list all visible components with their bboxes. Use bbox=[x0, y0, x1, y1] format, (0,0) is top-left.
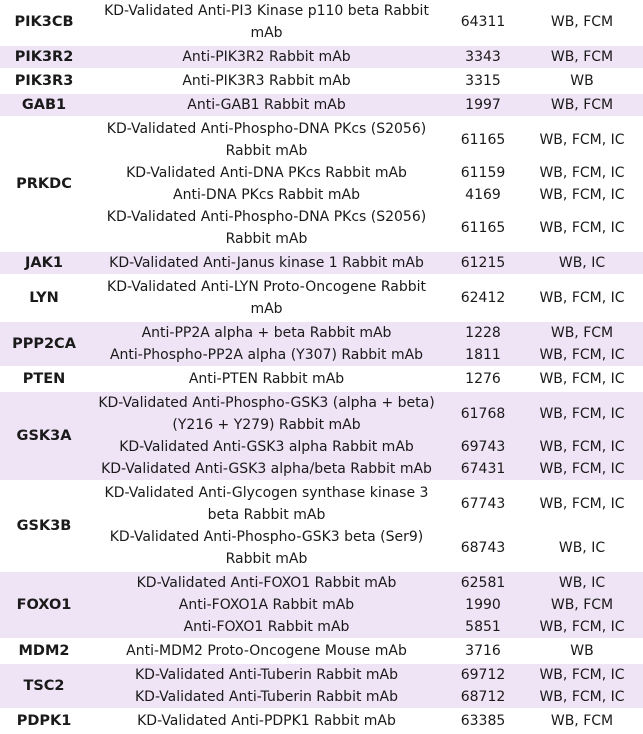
gene-group-mdm2 bbox=[0, 639, 643, 663]
catalog-number: 1997 bbox=[445, 93, 521, 117]
product-name: KD-Validated Anti-Phospho-DNA PKcs (S2056) Rabbit mAb bbox=[88, 117, 445, 162]
applications: WB, IC bbox=[521, 251, 643, 275]
gene-group-tsc2 bbox=[0, 663, 643, 709]
catalog-number: 61768 bbox=[445, 391, 521, 436]
table-row bbox=[0, 367, 643, 391]
applications: WB, FCM, IC bbox=[521, 367, 643, 391]
product-name: Anti-FOXO1 Rabbit mAb bbox=[88, 616, 445, 639]
gene-name: GSK3A bbox=[0, 391, 88, 481]
table-row bbox=[0, 275, 643, 321]
applications: WB, FCM bbox=[521, 0, 643, 45]
catalog-number: 63385 bbox=[445, 709, 521, 733]
gene-name: GSK3B bbox=[0, 481, 88, 571]
product-name: KD-Validated Anti-GSK3 alpha Rabbit mAb bbox=[88, 436, 445, 458]
table-row bbox=[0, 69, 643, 93]
product-name: Anti-PP2A alpha + beta Rabbit mAb bbox=[88, 321, 445, 344]
product-name: KD-Validated Anti-Glycogen synthase kinase 3 beta Rabbit mAb bbox=[88, 481, 445, 526]
table-row bbox=[0, 663, 643, 686]
product-name: Anti-DNA PKcs Rabbit mAb bbox=[88, 184, 445, 206]
table-row bbox=[0, 436, 643, 458]
table-row bbox=[0, 686, 643, 709]
catalog-number: 67431 bbox=[445, 458, 521, 481]
table-row bbox=[0, 117, 643, 162]
gene-name: MDM2 bbox=[0, 639, 88, 663]
table-row bbox=[0, 709, 643, 733]
applications: WB, FCM, IC bbox=[521, 663, 643, 686]
gene-name: LYN bbox=[0, 275, 88, 321]
applications: WB, FCM, IC bbox=[521, 206, 643, 251]
catalog-number: 3343 bbox=[445, 45, 521, 69]
gene-name: JAK1 bbox=[0, 251, 88, 275]
catalog-number: 68743 bbox=[445, 526, 521, 571]
applications: WB bbox=[521, 639, 643, 663]
product-name: Anti-MDM2 Proto-Oncogene Mouse mAb bbox=[88, 639, 445, 663]
gene-group-foxo1 bbox=[0, 571, 643, 639]
applications: WB, FCM, IC bbox=[521, 391, 643, 436]
table-row bbox=[0, 594, 643, 616]
product-name: KD-Validated Anti-GSK3 alpha/beta Rabbit mAb bbox=[88, 458, 445, 481]
gene-name: PDPK1 bbox=[0, 709, 88, 733]
table-row bbox=[0, 458, 643, 481]
gene-name: PIK3R3 bbox=[0, 69, 88, 93]
gene-group-lyn bbox=[0, 275, 643, 321]
catalog-number: 4169 bbox=[445, 184, 521, 206]
table-row bbox=[0, 526, 643, 571]
gene-name: FOXO1 bbox=[0, 571, 88, 639]
applications: WB, FCM, IC bbox=[521, 458, 643, 481]
catalog-number: 61165 bbox=[445, 117, 521, 162]
table-row bbox=[0, 571, 643, 594]
table-row bbox=[0, 162, 643, 184]
gene-group-prkdc bbox=[0, 117, 643, 251]
applications: WB, FCM, IC bbox=[521, 344, 643, 367]
applications: WB, IC bbox=[521, 526, 643, 571]
gene-name: PIK3R2 bbox=[0, 45, 88, 69]
catalog-number: 61165 bbox=[445, 206, 521, 251]
applications: WB, FCM bbox=[521, 45, 643, 69]
applications: WB, FCM, IC bbox=[521, 481, 643, 526]
gene-group-gsk3a bbox=[0, 391, 643, 481]
gene-name: PRKDC bbox=[0, 117, 88, 251]
product-name: KD-Validated Anti-Phospho-DNA PKcs (S2056) Rabbit mAb bbox=[88, 206, 445, 251]
catalog-number: 61215 bbox=[445, 251, 521, 275]
gene-group-pik3cb bbox=[0, 0, 643, 45]
table-row bbox=[0, 0, 643, 45]
product-name: KD-Validated Anti-Tuberin Rabbit mAb bbox=[88, 663, 445, 686]
catalog-number: 68712 bbox=[445, 686, 521, 709]
product-name: Anti-PIK3R2 Rabbit mAb bbox=[88, 45, 445, 69]
applications: WB, FCM bbox=[521, 709, 643, 733]
catalog-number: 62581 bbox=[445, 571, 521, 594]
catalog-number: 62412 bbox=[445, 275, 521, 321]
table-row bbox=[0, 391, 643, 436]
table-row bbox=[0, 206, 643, 251]
gene-group-gab1 bbox=[0, 93, 643, 117]
applications: WB, FCM, IC bbox=[521, 184, 643, 206]
gene-group-gsk3b bbox=[0, 481, 643, 571]
applications: WB, FCM bbox=[521, 594, 643, 616]
catalog-number: 67743 bbox=[445, 481, 521, 526]
product-name: KD-Validated Anti-DNA PKcs Rabbit mAb bbox=[88, 162, 445, 184]
product-name: KD-Validated Anti-Phospho-GSK3 (alpha + beta)(Y216 + Y279) Rabbit mAb bbox=[88, 391, 445, 436]
applications: WB, FCM, IC bbox=[521, 686, 643, 709]
applications: WB, IC bbox=[521, 571, 643, 594]
applications: WB, FCM, IC bbox=[521, 275, 643, 321]
gene-name: TSC2 bbox=[0, 663, 88, 709]
gene-group-ppp2ca bbox=[0, 321, 643, 367]
applications: WB, FCM, IC bbox=[521, 436, 643, 458]
gene-name: PIK3CB bbox=[0, 0, 88, 45]
gene-group-pik3r3 bbox=[0, 69, 643, 93]
table-row bbox=[0, 184, 643, 206]
gene-group-pdpk1 bbox=[0, 709, 643, 733]
catalog-number: 1276 bbox=[445, 367, 521, 391]
applications: WB bbox=[521, 69, 643, 93]
product-name: KD-Validated Anti-PDPK1 Rabbit mAb bbox=[88, 709, 445, 733]
catalog-number: 1811 bbox=[445, 344, 521, 367]
table-row bbox=[0, 639, 643, 663]
product-name: KD-Validated Anti-FOXO1 Rabbit mAb bbox=[88, 571, 445, 594]
table-row bbox=[0, 616, 643, 639]
product-name: KD-Validated Anti-PI3 Kinase p110 beta Rabbit mAb bbox=[88, 0, 445, 45]
catalog-number: 1228 bbox=[445, 321, 521, 344]
product-name: KD-Validated Anti-LYN Proto-Oncogene Rabbit mAb bbox=[88, 275, 445, 321]
product-name: Anti-FOXO1A Rabbit mAb bbox=[88, 594, 445, 616]
table-row bbox=[0, 93, 643, 117]
product-name: Anti-GAB1 Rabbit mAb bbox=[88, 93, 445, 117]
catalog-number: 69743 bbox=[445, 436, 521, 458]
catalog-number: 61159 bbox=[445, 162, 521, 184]
catalog-number: 64311 bbox=[445, 0, 521, 45]
applications: WB, FCM bbox=[521, 321, 643, 344]
product-name: KD-Validated Anti-Phospho-GSK3 beta (Ser9) Rabbit mAb bbox=[88, 526, 445, 571]
product-name: KD-Validated Anti-Janus kinase 1 Rabbit mAb bbox=[88, 251, 445, 275]
applications: WB, FCM, IC bbox=[521, 616, 643, 639]
gene-name: PTEN bbox=[0, 367, 88, 391]
gene-group-pik3r2 bbox=[0, 45, 643, 69]
applications: WB, FCM, IC bbox=[521, 117, 643, 162]
table-row bbox=[0, 344, 643, 367]
catalog-number: 3716 bbox=[445, 639, 521, 663]
table-row bbox=[0, 481, 643, 526]
gene-group-pten bbox=[0, 367, 643, 391]
catalog-number: 1990 bbox=[445, 594, 521, 616]
catalog-number: 69712 bbox=[445, 663, 521, 686]
product-name: KD-Validated Anti-Tuberin Rabbit mAb bbox=[88, 686, 445, 709]
product-name: Anti-PTEN Rabbit mAb bbox=[88, 367, 445, 391]
gene-group-jak1 bbox=[0, 251, 643, 275]
gene-name: PPP2CA bbox=[0, 321, 88, 367]
table-row bbox=[0, 251, 643, 275]
table-row bbox=[0, 45, 643, 69]
product-name: Anti-PIK3R3 Rabbit mAb bbox=[88, 69, 445, 93]
applications: WB, FCM, IC bbox=[521, 162, 643, 184]
catalog-number: 5851 bbox=[445, 616, 521, 639]
applications: WB, FCM bbox=[521, 93, 643, 117]
product-name: Anti-Phospho-PP2A alpha (Y307) Rabbit mAb bbox=[88, 344, 445, 367]
catalog-number: 3315 bbox=[445, 69, 521, 93]
gene-name: GAB1 bbox=[0, 93, 88, 117]
table-row bbox=[0, 321, 643, 344]
